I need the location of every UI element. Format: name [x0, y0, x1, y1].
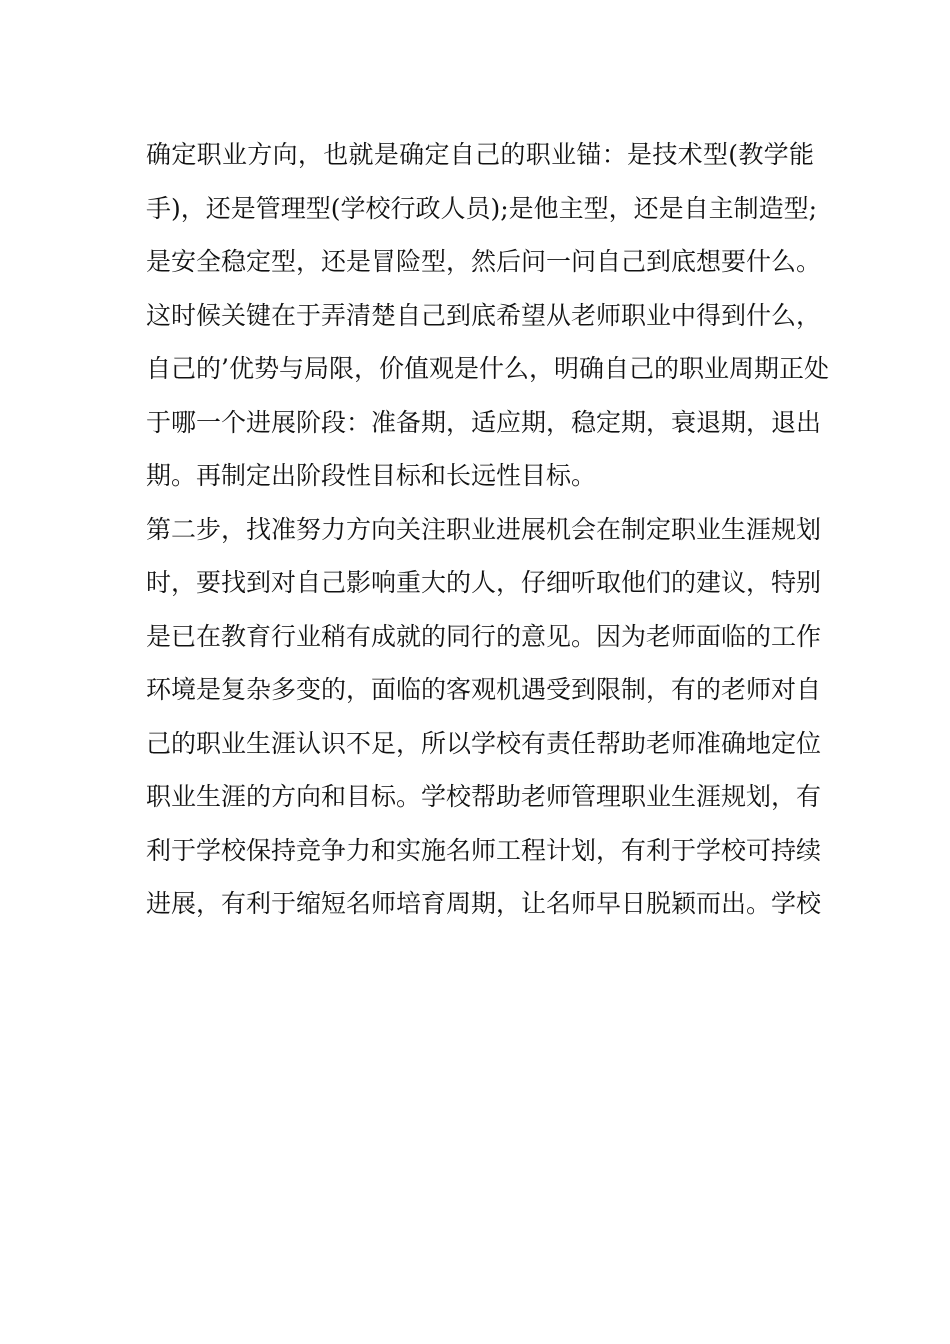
text-line-8: 第二步，找准努力方向关注职业进展机会在制定职业生涯规划 [146, 514, 822, 544]
text-line-10: 是已在教育行业稍有成就的同行的意见。因为老师面临的工作 [146, 621, 822, 651]
body-text [146, 128, 829, 931]
text-line-6: 于哪一个进展阶段：准备期，适应期，稳定期，衰退期，退出 [146, 407, 822, 437]
text-line-4: 这时候关键在于弄清楚自己到底希望从老师职业中得到什么， [146, 300, 822, 330]
text-line-11: 环境是复杂多变的，面临的客观机遇受到限制，有的老师对自 [146, 675, 822, 704]
text-line-2: 手)，还是管理型(学校行政人员);是他主型，还是自主制造型; [146, 193, 818, 223]
text-line-14: 利于学校保持竞争力和实施名师工程计划，有利于学校可持续 [146, 835, 822, 865]
text-line-7: 期。再制定出阶段性目标和长远性目标。 [146, 461, 597, 490]
text-line-3: 是安全稳定型，还是冒险型，然后问一问自己到底想要什么。 [146, 247, 822, 276]
text-line-1: 确定职业方向，也就是确定自己的职业锚：是技术型(教学能 [146, 140, 814, 169]
text-line-9: 时，要找到对自己影响重大的人，仔细听取他们的建议，特别 [146, 568, 822, 597]
text-line-12: 己的职业生涯认识不足，所以学校有责任帮助老师准确地定位 [146, 728, 822, 758]
text-line-5: 自己的’优势与局限，价值观是什么，明确自己的职业周期正处 [146, 354, 829, 383]
text-line-15: 进展，有利于缩短名师培育周期，让名师早日脱颖而出。学校 [146, 889, 822, 918]
text-line-13: 职业生涯的方向和目标。学校帮助老师管理职业生涯规划，有 [146, 782, 822, 811]
